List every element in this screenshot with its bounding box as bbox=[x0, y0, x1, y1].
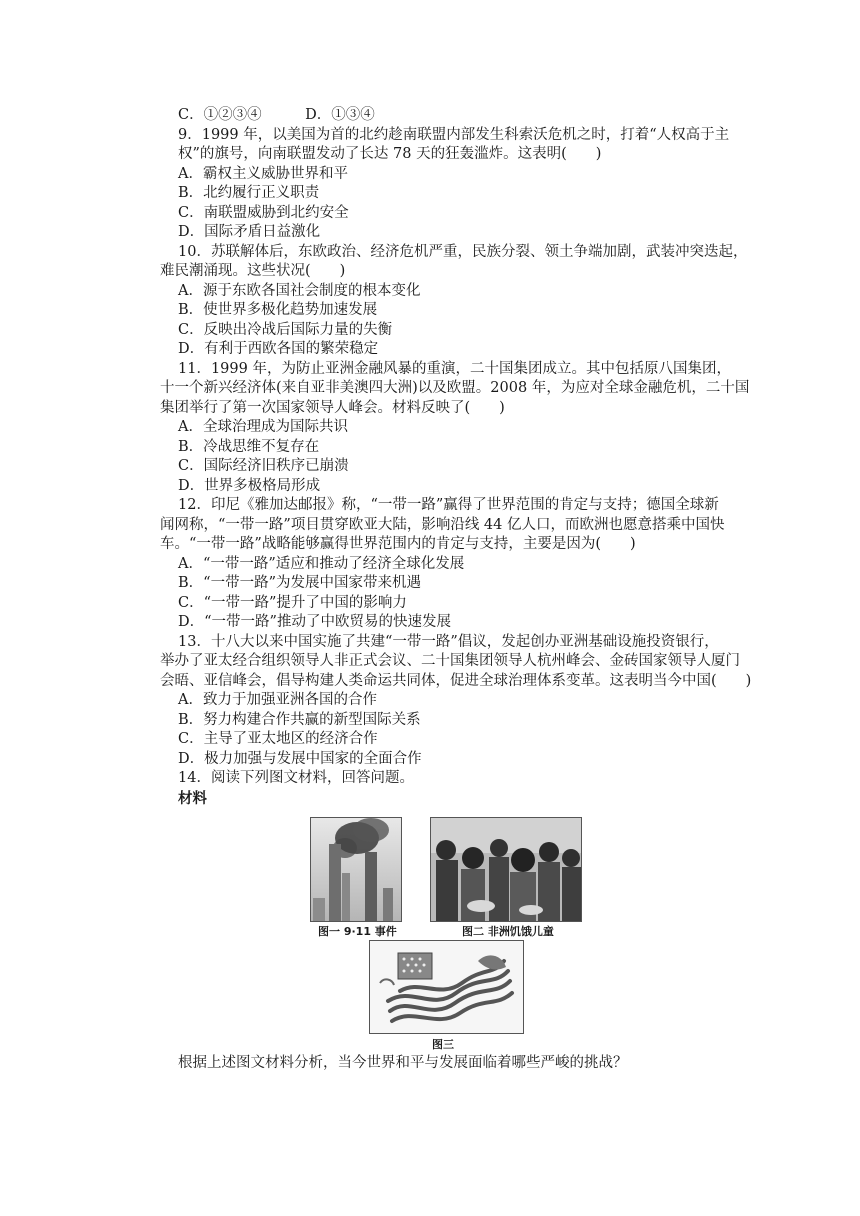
text-line: A．源于东欧各国社会制度的根本变化 bbox=[178, 283, 421, 299]
text-line: 难民潮涌现。这些状况( ) bbox=[160, 263, 346, 279]
figure-flag-drawing bbox=[370, 941, 523, 1033]
text-line: A．致力于加强亚洲各国的合作 bbox=[178, 692, 377, 708]
text-line: 12．印尼《雅加达邮报》称，“一带一路”赢得了世界范围的肯定与支持；德国全球新 bbox=[178, 497, 719, 513]
material-label: 材料 bbox=[178, 790, 207, 807]
text-line: D．有利于西欧各国的繁荣稳定 bbox=[178, 341, 379, 357]
figure-2-caption: 图二 非洲饥饿儿童 bbox=[462, 925, 554, 938]
figure-911-image bbox=[310, 817, 402, 922]
figure-1-caption: 图一 9·11 事件 bbox=[318, 925, 397, 938]
text-line: D．世界多极格局形成 bbox=[178, 478, 321, 494]
text-line: 集团举行了第一次国家领导人峰会。材料反映了( ) bbox=[160, 400, 505, 416]
final-question: 根据上述图文材料分析，当今世界和平与发展面临着哪些严峻的挑战？ bbox=[178, 1055, 628, 1071]
text-line: 13．十八大以来中国实施了共建“一带一路”倡议，发起创办亚洲基础设施投资银行， bbox=[178, 634, 719, 650]
text-line: B．努力构建合作共赢的新型国际关系 bbox=[178, 712, 421, 728]
text-line: 十一个新兴经济体(来自亚非美澳四大洲)以及欧盟。2008 年，为应对全球金融危机，二十国 bbox=[160, 380, 750, 396]
text-line: B．“一带一路”为发展中国家带来机遇 bbox=[178, 575, 421, 591]
text-line: 举办了亚太经合组织领导人非正式会议、二十国集团领导人杭州峰会、金砖国家领导人厦门 bbox=[160, 653, 740, 669]
text-line: 会晤、亚信峰会，倡导构建人类命运共同体，促进全球治理体系变革。这表明当今中国( ) bbox=[160, 673, 752, 689]
text-line: A．全球治理成为国际共识 bbox=[178, 419, 348, 435]
figure-911-drawing bbox=[311, 818, 401, 921]
text-line: C．国际经济旧秩序已崩溃 bbox=[178, 458, 349, 474]
text-line: 9．1999 年，以美国为首的北约趁南联盟内部发生科索沃危机之时，打着“人权高于主 bbox=[178, 127, 730, 143]
text-line: B．北约履行正义职责 bbox=[178, 185, 320, 201]
text-line: B．冷战思维不复存在 bbox=[178, 439, 320, 455]
text-line: 11．1999 年，为防止亚洲金融风暴的重演，二十国集团成立。其中包括原八国集团， bbox=[178, 361, 731, 377]
text-line: A．霸权主义威胁世界和平 bbox=[178, 166, 348, 182]
text-line: 车。“一带一路”战略能够赢得世界范围内的肯定与支持，主要是因为( ) bbox=[160, 536, 636, 552]
text-line: 闻网称，“一带一路”项目贯穿欧亚大陆，影响沿线 44 亿人口，而欧洲也愿意搭乘中国快 bbox=[160, 517, 725, 533]
text-line: 权”的旗号，向南联盟发动了长达 78 天的狂轰滥炸。这表明( ) bbox=[178, 146, 602, 162]
text-line: 10．苏联解体后，东欧政治、经济危机严重，民族分裂、领土争端加剧，武装冲突迭起， bbox=[178, 244, 748, 260]
text-line: C．“一带一路”提升了中国的影响力 bbox=[178, 595, 407, 611]
text-line: C．反映出冷战后国际力量的失衡 bbox=[178, 322, 393, 338]
text-line: C．南联盟威胁到北约安全 bbox=[178, 205, 349, 221]
figure-3-caption: 图三 bbox=[432, 1038, 454, 1051]
text-line: A．“一带一路”适应和推动了经济全球化发展 bbox=[178, 556, 465, 572]
figure-flag-cartoon-image bbox=[369, 940, 524, 1034]
figure-children-drawing bbox=[431, 818, 581, 921]
text-line: 14．阅读下列图文材料，回答问题。 bbox=[178, 770, 414, 786]
text-line: B．使世界多极化趋势加速发展 bbox=[178, 302, 378, 318]
figure-hungry-children-image bbox=[430, 817, 582, 922]
text-line: C．①②③④ D．①③④ bbox=[178, 107, 375, 123]
text-line: C．主导了亚太地区的经济合作 bbox=[178, 731, 378, 747]
text-line: D．极力加强与发展中国家的全面合作 bbox=[178, 751, 422, 767]
text-line: D．国际矛盾日益激化 bbox=[178, 224, 321, 240]
text-line: D．“一带一路”推动了中欧贸易的快速发展 bbox=[178, 614, 451, 630]
